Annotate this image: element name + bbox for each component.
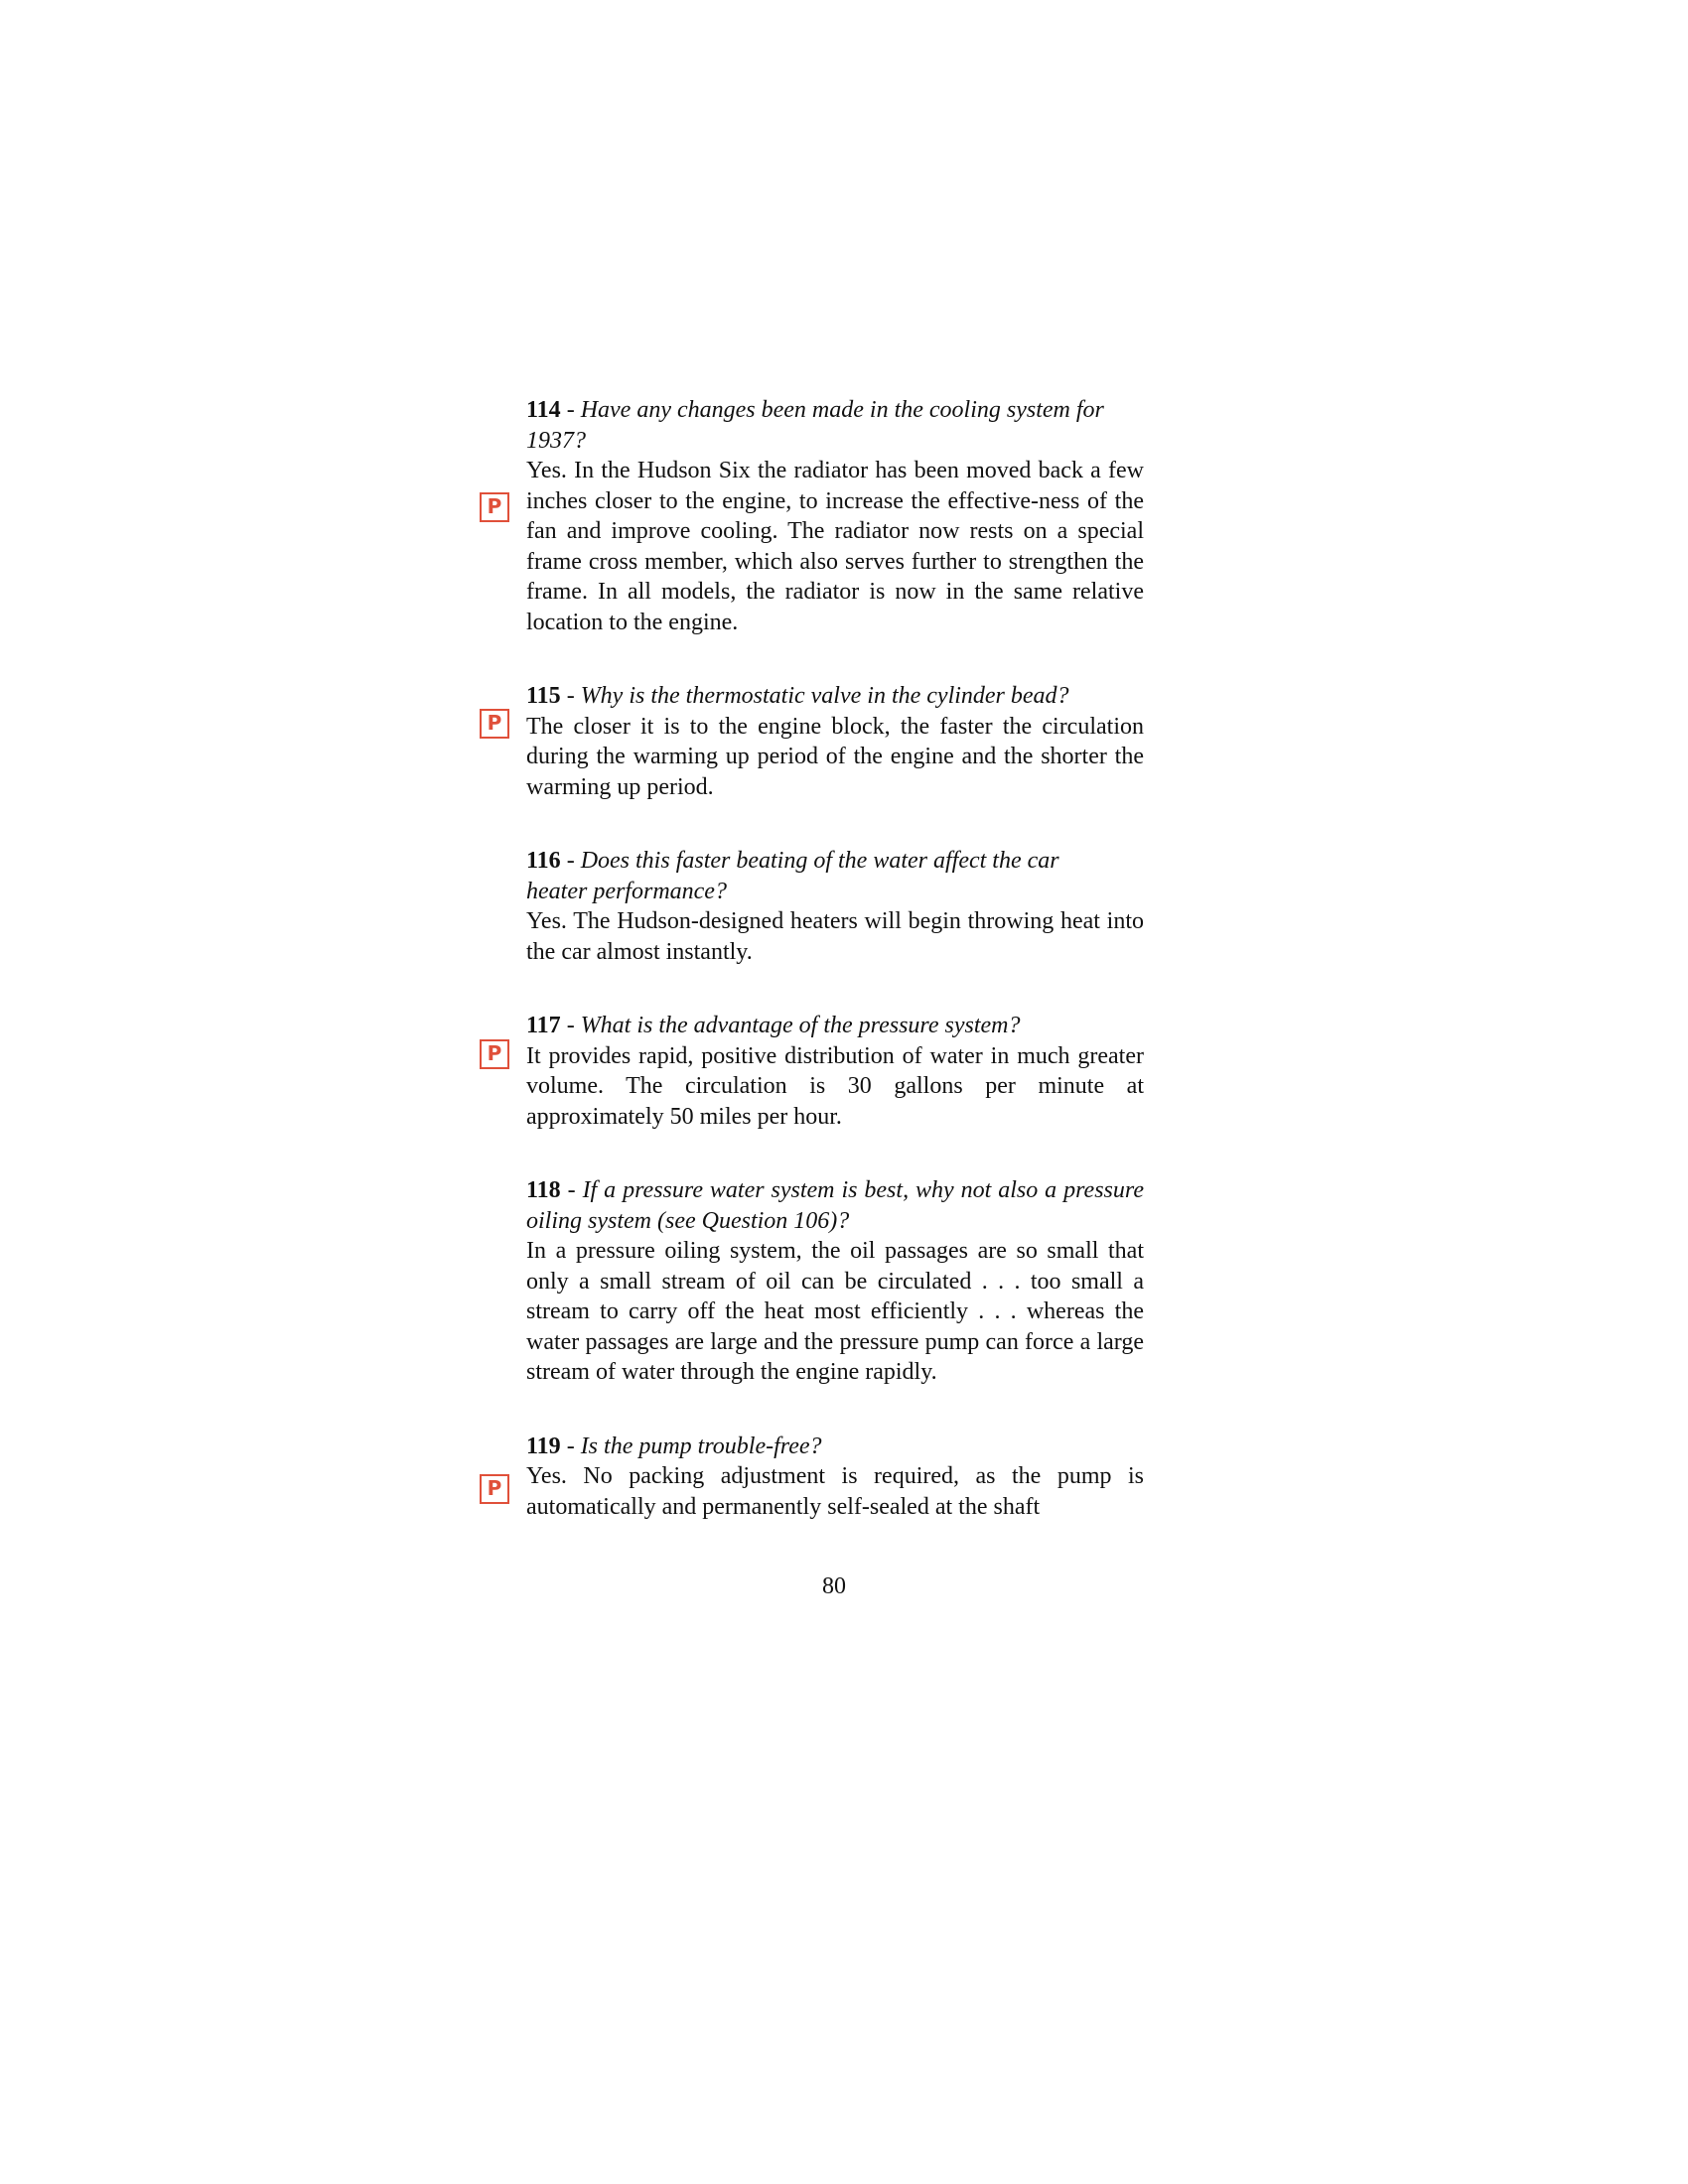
- p-badge-icon: P: [480, 492, 509, 522]
- question-118: 118 - If a pressure water system is best, why not also a pressure oiling system (see Question 106)?: [526, 1177, 1144, 1234]
- question-116: 116 - Does this faster beating of the water affect the car heater performance?: [526, 848, 1059, 904]
- answer-117: It provides rapid, positive distribution of water in much greater volume. The circulation is 30 gallons per minute at approximately 50 miles per hour.: [526, 1042, 1144, 1130]
- answer-114: Yes. In the Hudson Six the radiator has been moved back a few inches closer to the engine, to increase the effective-ness of the fan and improve cooling. The radiator now rests on a special frame cross member, which also serves further to strengthen the frame. In all models, the radiator is now in the same relative location to the engine.: [526, 458, 1144, 635]
- p-badge-icon: P: [480, 1474, 509, 1504]
- qa-item-117: [487, 1011, 1144, 1132]
- qa-item-115: [487, 681, 1144, 802]
- qa-item-114: [487, 395, 1144, 637]
- question-115: 115 - Why is the thermostatic valve in the cylinder bead?: [526, 683, 1069, 709]
- p-badge-icon: P: [480, 1039, 509, 1069]
- question-number: 118: [526, 1177, 561, 1203]
- question-number: 119: [526, 1433, 561, 1459]
- answer-116: Yes. The Hudson-designed heaters will begin throwing heat into the car almost instantly.: [526, 908, 1144, 965]
- question-114: 114 - Have any changes been made in the cooling system for 1937?: [526, 397, 1104, 454]
- question-text: If a pressure water system is best, why not also a pressure oiling system (see Question 106)?: [526, 1177, 1144, 1234]
- question-text: Does this faster beating of the water affect the car heater performance?: [526, 848, 1059, 904]
- question-117: 117 - What is the advantage of the pressure system?: [526, 1013, 1021, 1038]
- page-number: 80: [822, 1573, 846, 1599]
- qa-item-116: [526, 846, 1144, 967]
- answer-118: In a pressure oiling system, the oil passages are so small that only a small stream of oil can be circulated . . . too small a stream to carry off the heat most efficiently . . . whereas the water passages are large and the pressure pump can force a large stream of water through the engine rapidly.: [526, 1238, 1144, 1385]
- qa-item-118: [526, 1175, 1144, 1388]
- question-text: Have any changes been made in the cooling system for 1937?: [526, 397, 1104, 454]
- answer-119: Yes. No packing adjustment is required, as the pump is automatically and permanently self-sealed at the shaft: [526, 1463, 1144, 1520]
- question-number: 114: [526, 397, 561, 423]
- question-text: Is the pump trouble-free?: [580, 1433, 822, 1459]
- question-number: 115: [526, 683, 561, 709]
- question-text: What is the advantage of the pressure system?: [580, 1013, 1021, 1038]
- question-number: 116: [526, 848, 561, 874]
- question-119: 119 - Is the pump trouble-free?: [526, 1433, 822, 1459]
- answer-115: The closer it is to the engine block, the faster the circulation during the warming up period of the engine and the shorter the warming up period.: [526, 713, 1144, 800]
- qa-column: [487, 395, 1144, 1522]
- p-badge-icon: P: [480, 709, 509, 739]
- question-number: 117: [526, 1013, 561, 1038]
- qa-item-119: [487, 1432, 1144, 1523]
- question-text: Why is the thermostatic valve in the cylinder bead?: [580, 683, 1069, 709]
